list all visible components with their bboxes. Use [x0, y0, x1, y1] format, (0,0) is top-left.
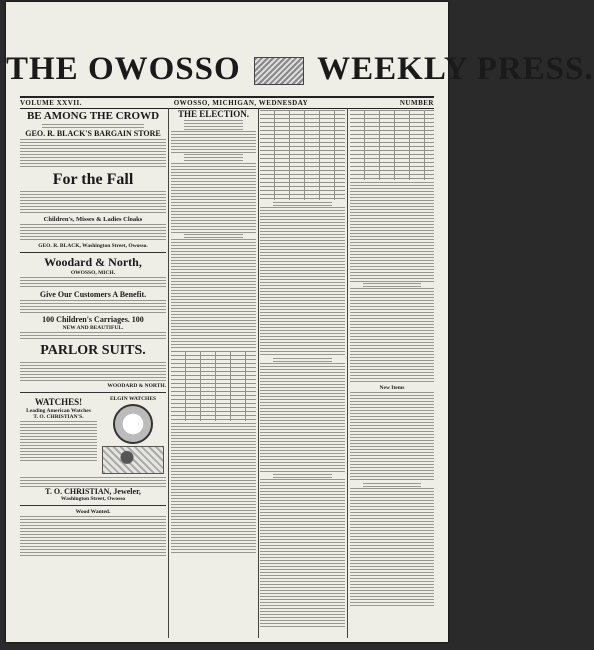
body-text: [171, 131, 256, 153]
body-text: [171, 163, 256, 233]
elgin-label: ELGIN WATCHES: [109, 396, 157, 402]
volume-label: VOLUME XXVII.: [20, 99, 82, 107]
body-text: [171, 423, 256, 553]
body-text: [350, 392, 434, 482]
column-divider: [258, 108, 259, 638]
carriages-headline: 100 Children's Carriages. 100: [42, 315, 144, 324]
body-text: [350, 288, 434, 384]
figures-illustration: [102, 446, 164, 474]
watches-ad: [20, 396, 166, 476]
christian-headline: T. O. CHRISTIAN'S.: [33, 414, 84, 420]
body-text: [20, 516, 166, 556]
masthead-title-right: WEEKLY PRESS.: [317, 51, 594, 87]
place-date-label: OWOSSO, MICHIGAN, WEDNESDAY: [173, 99, 309, 107]
divider: [20, 392, 166, 393]
parlor-headline: PARLOR SUITS.: [40, 343, 146, 358]
wood-wanted-headline: Wood Wanted.: [75, 509, 111, 515]
cloaks-headline: Children's, Misses & Ladies Cloaks: [43, 216, 143, 223]
christian-signature: T. O. CHRISTIAN, Jeweler,: [45, 487, 141, 496]
divider: [20, 505, 166, 506]
watch-illustration: [113, 404, 153, 444]
body-text: [42, 124, 144, 128]
subheadline-text: [363, 483, 422, 487]
body-text: [20, 332, 166, 340]
subheadline-text: [273, 358, 333, 362]
number-label: NUMBER: [399, 99, 434, 107]
masthead-title-left: THE OWOSSO: [6, 51, 241, 87]
advertisements-column: [20, 108, 166, 638]
new-items-headline: New Items: [379, 385, 405, 391]
body-text: [350, 488, 434, 608]
body-text: [20, 477, 166, 487]
returns-table: [260, 110, 345, 200]
local-news-column: [350, 108, 434, 638]
newspaper-page: [6, 2, 594, 642]
woodard-place: OWOSSO, MICH.: [70, 270, 116, 276]
body-text: [20, 277, 166, 289]
subheadline-text: [184, 234, 244, 238]
customers-headline: Give Our Customers A Benefit.: [39, 290, 147, 299]
body-text: [20, 139, 166, 169]
subheadline-text: [363, 283, 422, 287]
fall-headline: For the Fall: [52, 171, 134, 188]
crowd-headline: BE AMONG THE CROWD: [26, 110, 160, 122]
subheadline-text: [273, 202, 333, 206]
printing-press-icon: [254, 57, 304, 85]
returns-column: [260, 108, 345, 638]
body-text: [20, 300, 166, 314]
subheadline-text: [273, 474, 333, 478]
body-text: [171, 239, 256, 349]
black-signature: GEO. R. BLACK, Washington Street, Owosso.: [38, 243, 148, 249]
christian-street: Washington Street, Owosso: [60, 496, 126, 502]
masthead: [6, 51, 594, 87]
election-column: [171, 108, 256, 638]
election-returns-table: [171, 351, 256, 421]
carriages-subheadline: NEW AND BEAUTIFUL.: [62, 325, 124, 331]
body-text: [260, 479, 345, 629]
store-headline: GEO. R. BLACK'S BARGAIN STORE: [25, 129, 161, 138]
divider: [20, 252, 166, 253]
body-text: [260, 363, 345, 473]
column-divider: [347, 108, 348, 638]
subheadline-text: [184, 120, 244, 130]
body-text: [260, 207, 345, 357]
body-text: [350, 182, 434, 282]
woodard-signature: WOODARD & NORTH.: [107, 383, 166, 389]
subheadline-text: [184, 154, 244, 162]
body-text: [20, 191, 166, 215]
woodard-headline: Woodard & North,: [44, 255, 142, 269]
body-text: [20, 362, 166, 382]
watches-headline: WATCHES!: [34, 397, 83, 407]
column-divider: [168, 108, 169, 638]
body-text: [20, 224, 166, 242]
watches-subheadline: Leading American Watches: [26, 408, 91, 414]
county-table: [350, 110, 434, 180]
body-text: [20, 421, 97, 461]
election-headline: THE ELECTION.: [177, 109, 250, 119]
